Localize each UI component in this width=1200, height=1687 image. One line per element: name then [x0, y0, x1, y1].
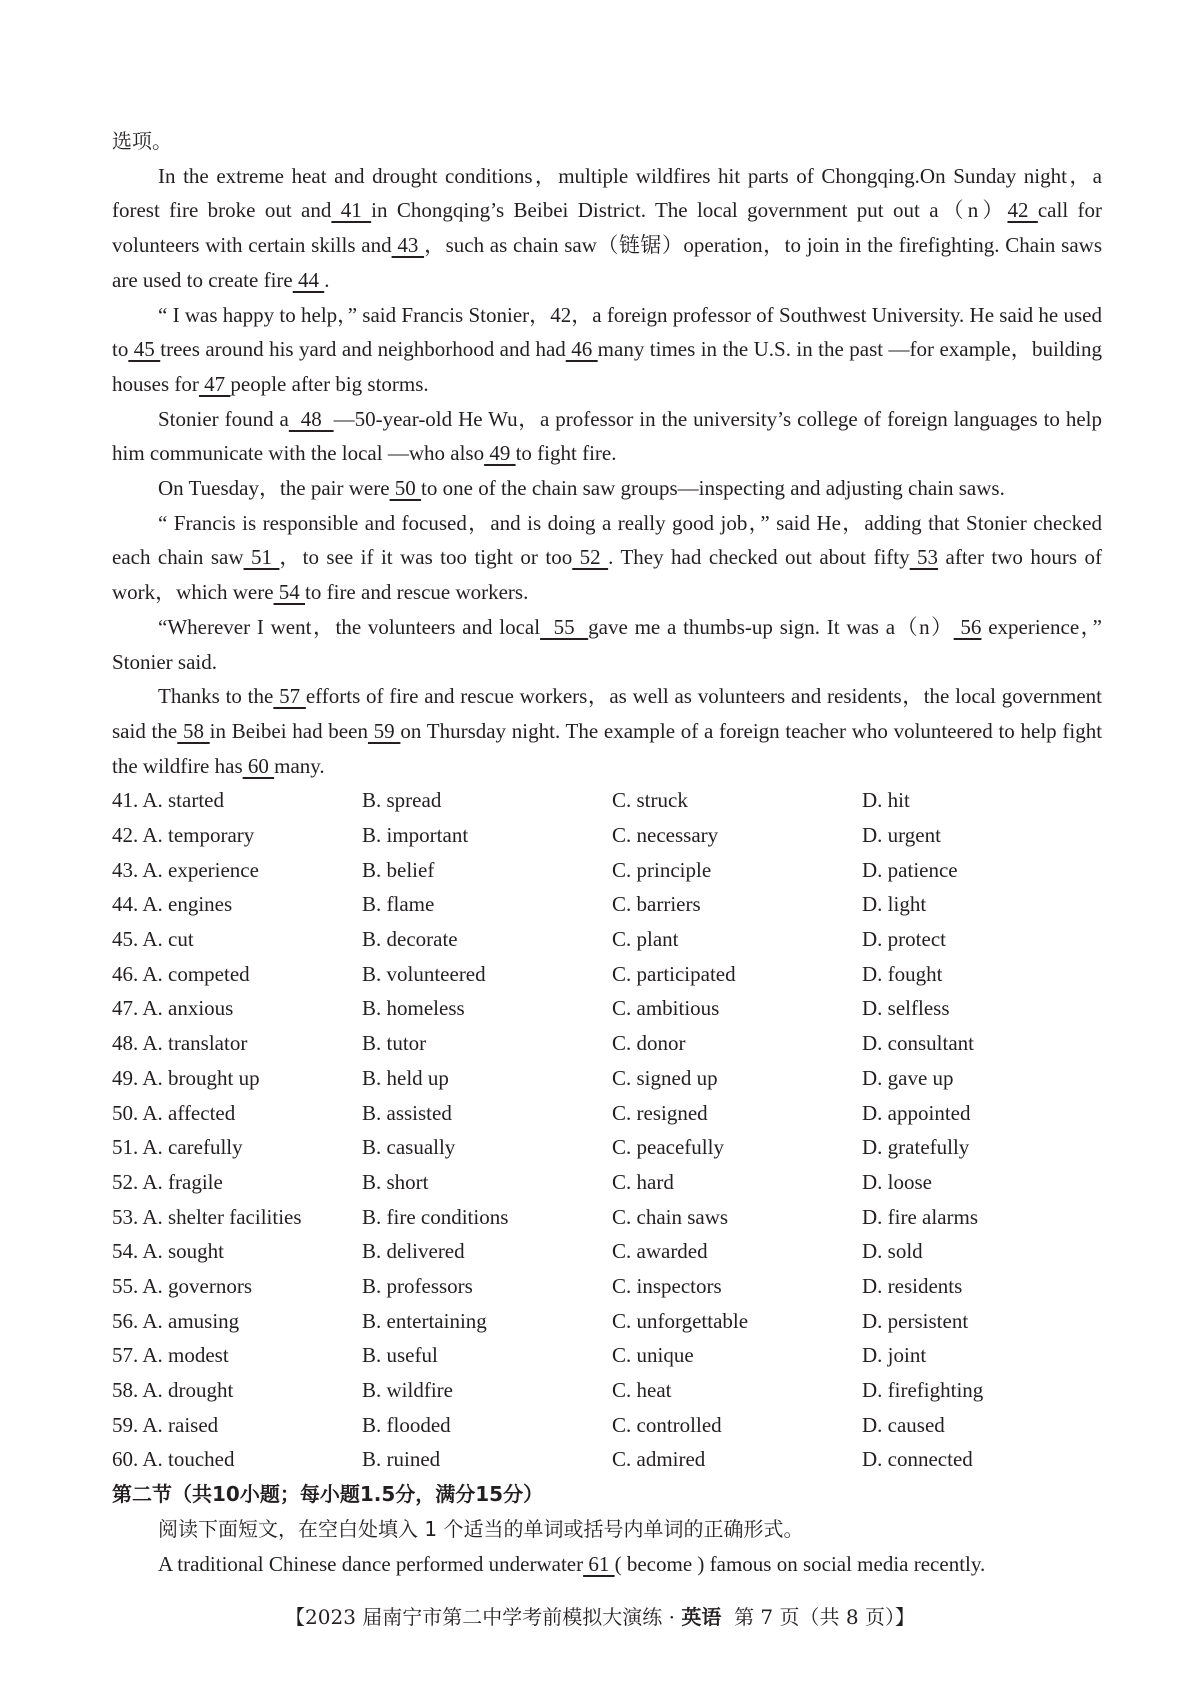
option-a: 54. A. sought [112, 1239, 225, 1264]
option-c: C. chain saws [612, 1204, 729, 1229]
option-d: D. urgent [862, 823, 941, 848]
option-c: C. signed up [612, 1065, 718, 1090]
question-options-row [112, 1269, 1102, 1304]
option-c: C. heat [612, 1378, 672, 1403]
option-b: B. spread [362, 788, 442, 813]
blank-60: 60 [242, 753, 275, 778]
passage-text: . They had checked out about fifty [608, 545, 910, 570]
option-a: 50. A. affected [112, 1100, 236, 1125]
question-options-row [112, 1408, 1102, 1443]
question-options-row [112, 1165, 1102, 1200]
option-b: B. entertaining [362, 1308, 487, 1333]
question-options-row [112, 922, 1102, 957]
option-d: D. firefighting [862, 1378, 984, 1403]
option-c: C. ambitious [612, 996, 720, 1021]
exam-page [112, 124, 1102, 1581]
passage-text: in Beibei had been [209, 718, 368, 743]
blank-55: 55 [540, 614, 589, 639]
blank-42: 42 [1007, 198, 1038, 223]
question-options-row [112, 1200, 1102, 1235]
footer-open-bracket: 【 [285, 1605, 306, 1629]
passage-text: to one of the chain saw groups—inspecting and adjusting chain saws. [421, 476, 1005, 501]
option-c: C. inspectors [612, 1273, 722, 1298]
section-two-instruction: 阅读下面短文，在空白处填入 1 个适当的单词或括号内单词的正确形式。 [158, 1516, 804, 1541]
passage-text: to fight fire. [515, 441, 617, 466]
option-d: D. joint [862, 1343, 927, 1368]
option-b: B. volunteered [362, 961, 486, 986]
option-a: 52. A. fragile [112, 1169, 223, 1194]
passage-text: . [324, 267, 330, 292]
passage-text: experience，” Stonier said. [112, 614, 1103, 674]
option-c: C. principle [612, 857, 712, 882]
option-a: 45. A. cut [112, 927, 194, 952]
question-options-row [112, 1442, 1102, 1477]
question-options-row [112, 887, 1102, 922]
option-d: D. loose [862, 1169, 932, 1194]
blank-59: 59 [367, 718, 401, 743]
blank-57: 57 [273, 684, 306, 709]
option-c: C. awarded [612, 1239, 708, 1264]
passage-text: after two hours of work，which were [112, 545, 1102, 605]
option-b: B. homeless [362, 996, 465, 1021]
question-options-row [112, 1338, 1102, 1373]
option-b: B. assisted [362, 1100, 452, 1125]
option-c: C. unique [612, 1343, 694, 1368]
option-c: C. unforgettable [612, 1308, 749, 1333]
passage-text: people after big storms. [230, 371, 429, 396]
option-d: D. persistent [862, 1308, 969, 1333]
passage-text: many times in the U.S. in the past —for example，building houses for [112, 337, 1103, 396]
option-d: D. protect [862, 927, 946, 952]
section-two-title: 第二节（共10小题；每小题1.5分，满分15分） [112, 1482, 544, 1507]
option-d: D. hit [862, 788, 910, 813]
passage-text: ，to see if it was too tight or too [279, 545, 573, 570]
option-b: B. held up [362, 1065, 449, 1090]
option-a: 59. A. raised [112, 1412, 219, 1437]
question-options-row [112, 1304, 1102, 1339]
option-a: 51. A. carefully [112, 1135, 243, 1160]
passage-text: call for volunteers with certain skills and [112, 198, 1103, 258]
cloze-passage [112, 159, 1102, 784]
question-options-row [112, 1234, 1102, 1269]
option-d: D. sold [862, 1239, 923, 1264]
question-options-row [112, 1373, 1102, 1408]
question-options-row [112, 991, 1102, 1026]
footer-close-bracket: 】 [894, 1605, 915, 1629]
option-b: B. tutor [362, 1031, 427, 1056]
option-c: C. necessary [612, 823, 719, 848]
passage-paragraph [112, 471, 1102, 506]
footer-page-number: 第 7 页（共 8 页） [734, 1605, 895, 1629]
first-line-text: A traditional Chinese dance performed underwater [158, 1551, 584, 1576]
option-b: B. useful [362, 1343, 438, 1368]
blank-58: 58 [177, 718, 210, 743]
footer-subject: 英语 [681, 1605, 722, 1629]
passage-paragraph [112, 298, 1102, 402]
passage-text: many. [274, 753, 325, 778]
option-a: 47. A. anxious [112, 996, 234, 1021]
option-a: 56. A. amusing [112, 1308, 240, 1333]
option-a: 55. A. governors [112, 1273, 252, 1298]
option-d: D. appointed [862, 1100, 971, 1125]
passage-text: On Tuesday，the pair were [158, 476, 390, 501]
intro-text: 选项。 [112, 129, 172, 153]
blank-48: 48 [288, 406, 334, 431]
option-b: B. fire conditions [362, 1204, 509, 1229]
blank-56: 56 [953, 614, 982, 639]
blank-49: 49 [484, 441, 516, 466]
option-b: B. flooded [362, 1412, 451, 1437]
passage-text: Thanks to the [158, 684, 274, 709]
option-d: D. fought [862, 961, 943, 986]
blank-51: 51 [243, 545, 280, 570]
option-a: 60. A. touched [112, 1447, 235, 1472]
option-b: B. decorate [362, 927, 458, 952]
section-two-first-line [112, 1547, 1102, 1582]
passage-text: on Thursday night. The example of a foreign teacher who volunteered to help fight the wildfire has [112, 718, 1103, 778]
passage-text: in Chongqing’s Beibei District. The local government put out a（n） [371, 198, 1008, 223]
option-c: C. participated [612, 961, 736, 986]
passage-paragraph [112, 159, 1102, 298]
question-options-row [112, 1026, 1102, 1061]
option-b: B. ruined [362, 1447, 441, 1472]
option-b: B. delivered [362, 1239, 465, 1264]
option-a: 42. A. temporary [112, 823, 255, 848]
passage-text: In the extreme heat and drought conditions，multiple wildfires hit parts of Chongqing.On Sunday night，a forest fire broke out and [112, 163, 1102, 223]
blank-54: 54 [273, 580, 306, 605]
option-c: C. hard [612, 1169, 674, 1194]
question-options-row [112, 853, 1102, 888]
option-d: D. selfless [862, 996, 950, 1021]
option-a: 53. A. shelter facilities [112, 1204, 302, 1229]
option-c: C. peacefully [612, 1135, 724, 1160]
blank-52: 52 [572, 545, 609, 570]
blank-45: 45 [128, 337, 161, 362]
option-a: 43. A. experience [112, 857, 259, 882]
option-c: C. admired [612, 1447, 706, 1472]
blank-61: 61 [583, 1551, 615, 1576]
blank-53: 53 [909, 545, 939, 570]
passage-paragraph [112, 402, 1102, 471]
option-c: C. struck [612, 788, 688, 813]
option-c: C. resigned [612, 1100, 708, 1125]
passage-text: “ I was happy to help，” said Francis Stonier，42，a foreign professor of Southwest University. He said he used to [112, 302, 1102, 362]
page-footer [0, 1601, 1200, 1630]
question-options-row [112, 1061, 1102, 1096]
question-options-row [112, 957, 1102, 992]
option-c: C. controlled [612, 1412, 722, 1437]
option-b: B. short [362, 1169, 429, 1194]
blank-47: 47 [198, 371, 231, 396]
option-a: 46. A. competed [112, 961, 250, 986]
footer-title: 2023 届南宁市第二中学考前模拟大演练 · [305, 1605, 682, 1629]
question-options-row [112, 1096, 1102, 1131]
passage-text: Stonier found a [158, 406, 289, 431]
option-b: B. flame [362, 892, 435, 917]
option-a: 41. A. started [112, 788, 224, 813]
passage-text: trees around his yard and neighborhood and had [160, 337, 566, 362]
blank-46: 46 [565, 337, 598, 362]
option-b: B. professors [362, 1273, 473, 1298]
option-d: D. fire alarms [862, 1204, 979, 1229]
option-c: C. donor [612, 1031, 686, 1056]
passage-paragraph [112, 610, 1102, 679]
option-a: 44. A. engines [112, 892, 233, 917]
passage-text: to fire and rescue workers. [305, 580, 529, 605]
option-d: D. residents [862, 1273, 963, 1298]
passage-text: “ Francis is responsible and focused，and is doing a really good job，” said He，adding that Stonier checked each chain saw [112, 510, 1102, 570]
option-b: B. belief [362, 857, 435, 882]
option-a: 58. A. drought [112, 1378, 234, 1403]
question-options-row [112, 818, 1102, 853]
question-options-row [112, 783, 1102, 818]
passage-text: —50-year-old He Wu，a professor in the university’s college of foreign languages to help him communicate with the local —who also [112, 406, 1103, 466]
passage-paragraph [112, 679, 1102, 783]
option-d: D. gratefully [862, 1135, 970, 1160]
passage-text: “Wherever I went，the volunteers and local [158, 614, 541, 639]
option-d: D. patience [862, 857, 958, 882]
blank-43: 43 [391, 233, 425, 258]
option-a: 48. A. translator [112, 1031, 248, 1056]
passage-text: efforts of fire and rescue workers，as well as volunteers and residents，the local government said the [112, 684, 1103, 743]
option-d: D. caused [862, 1412, 945, 1437]
passage-paragraph [112, 506, 1102, 610]
option-d: D. gave up [862, 1065, 954, 1090]
option-b: B. important [362, 823, 469, 848]
passage-text: ，such as chain saw（链锯）operation，to join in the firefighting. Chain saws are used to create fire [112, 233, 1102, 292]
option-c: C. plant [612, 927, 679, 952]
blank-44: 44 [292, 267, 325, 292]
passage-text: gave me a thumbs-up sign. It was a（n） [588, 614, 954, 639]
question-options-row [112, 1130, 1102, 1165]
blank-50: 50 [389, 476, 422, 501]
first-line-text-end: ( become ) famous on social media recently. [614, 1551, 986, 1576]
option-d: D. light [862, 892, 927, 917]
option-c: C. barriers [612, 892, 701, 917]
option-b: B. casually [362, 1135, 456, 1160]
options-list [112, 783, 1102, 1477]
option-b: B. wildfire [362, 1378, 453, 1403]
option-d: D. consultant [862, 1031, 974, 1056]
option-d: D. connected [862, 1447, 973, 1472]
blank-41: 41 [331, 198, 372, 223]
option-a: 57. A. modest [112, 1343, 229, 1368]
option-a: 49. A. brought up [112, 1065, 260, 1090]
